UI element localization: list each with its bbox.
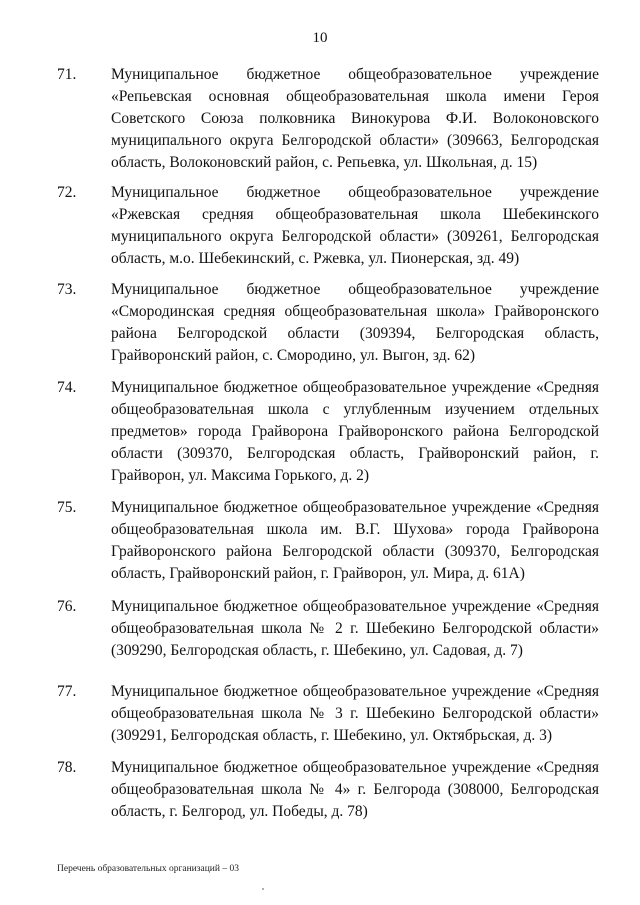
- entry-text: Муниципальное бюджетное общеобразовательное учреждение «Средняя общеобразовательная школа № 4» г. Белгорода (308000, Белгородская область, г. Белгород, ул. Победы, д. 78): [111, 759, 599, 820]
- entry-text: Муниципальное бюджетное общеобразовательное учреждение «Средняя общеобразовательная школа им. В.Г. Шухова» города Грайворона Грайворонского района Белгородской области (309370, Белгородская область, Грайворонский район, г. Грайворон, ул. Мира, д. 61А): [111, 499, 599, 582]
- footer-caption: Перечень образовательных организаций – 03: [57, 864, 239, 874]
- entry-number: 73.: [57, 281, 77, 298]
- entry-number: 71.: [57, 66, 77, 83]
- entry-text: Муниципальное бюджетное общеобразовательное учреждение «Репьевская основная общеобразовательная школа имени Героя Советского Союза полковника Винокурова Ф.И. Волоконовского муниципального округа Белгородской области» (309663, Белгородская область, Волоконовский район, с. Репьевка, ул. Школьная, д. 15): [111, 66, 599, 171]
- entry-text: Муниципальное бюджетное общеобразовательное учреждение «Ржевская средняя общеобразовательная школа Шебекинского муниципального округа Белгородской области» (309261, Белгородская область, м.о. Шебекинский, с. Ржевка, ул. Пионерская, зд. 49): [111, 184, 599, 267]
- entry-text: Муниципальное бюджетное общеобразовательное учреждение «Средняя общеобразовательная школа с углубленным изучением отдельных предметов» города Грайворона Грайворонского района Белгородской области (309370, Белгородская область, Грайворонский район, г. Грайворон, ул. Максима Горького, д. 2): [111, 379, 599, 484]
- entry-text: Муниципальное бюджетное общеобразовательное учреждение «Смородинская средняя общеобразовательная школа» Грайворонского района Белгородской области (309394, Белгородская область, Грайворонский район, с. Смородино, ул. Выгон, зд. 62): [111, 281, 599, 364]
- scan-speck: [262, 888, 264, 890]
- entry-number: 78.: [57, 759, 77, 776]
- entry-number: 76.: [57, 598, 77, 615]
- entry-text: Муниципальное бюджетное общеобразовательное учреждение «Средняя общеобразовательная школа № 3 г. Шебекино Белгородской области» (309291, Белгородская область, г. Шебекино, ул. Октябрьская, д. 3): [111, 683, 599, 744]
- entry-number: 75.: [57, 499, 77, 516]
- entry-number: 74.: [57, 379, 77, 396]
- page-number: 10: [312, 30, 328, 46]
- entry-text: Муниципальное бюджетное общеобразовательное учреждение «Средняя общеобразовательная школа № 2 г. Шебекино Белгородской области» (309290, Белгородская область, г. Шебекино, ул. Садовая, д. 7): [111, 598, 599, 659]
- entry-number: 72.: [57, 184, 77, 201]
- entry-number: 77.: [57, 683, 77, 700]
